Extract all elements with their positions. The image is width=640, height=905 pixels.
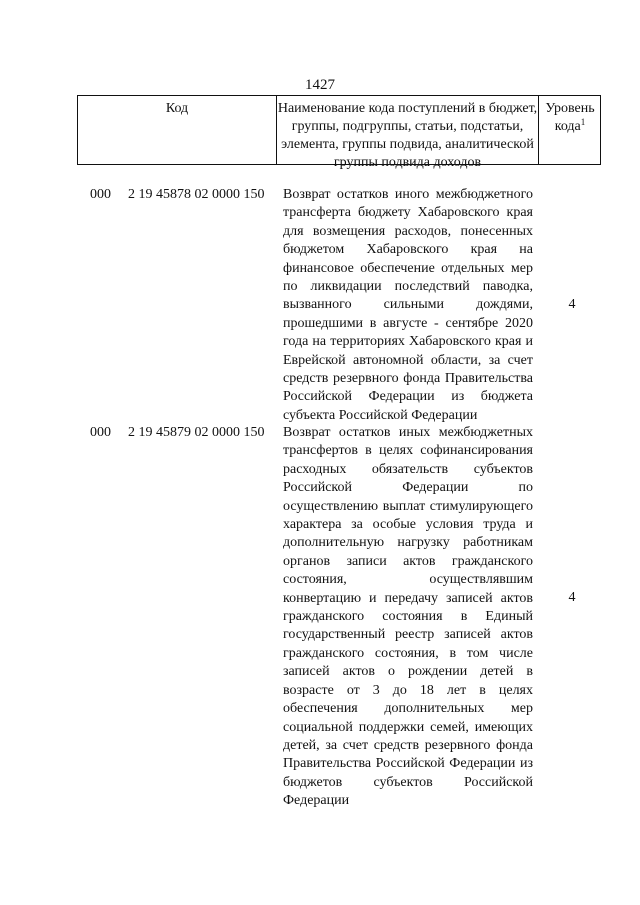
header-code <box>78 96 277 164</box>
revenue-name: Возврат остатков иного межбюджетного трансферта бюджету Хабаровского края для возмещения расходов, понесенных бюджетом Хабаровского края на финансовое обеспечение отдельных мер по ликвидации последствий паводка, вызванного сильными дождями, прошедшими в августе - сентябре 2020 года на территориях Хабаровского края и Еврейской автономной области, за счет средств резервного фонда Правительства Российской Федерации из бюджета субъекта Российской Федерации <box>283 187 533 423</box>
revenue-code: 2 19 45878 02 0000 150 <box>128 187 265 202</box>
header-level-footnote: 1 <box>580 117 586 127</box>
code-level: 4 <box>568 297 576 312</box>
page-number: 1427 <box>305 77 335 93</box>
header-code-label: Код <box>165 101 189 116</box>
revenue-code: 2 19 45879 02 0000 150 <box>128 425 265 440</box>
admin-code: 000 <box>90 187 111 202</box>
header-name <box>277 96 539 170</box>
table-header <box>77 95 601 170</box>
header-level-label: Уровень кода <box>545 101 595 134</box>
admin-code: 000 <box>90 425 111 440</box>
revenue-name: Возврат остатков иных межбюджетных трансфертов в целях софинансирования расходных обязательств субъектов Российской Федерации по осуществлению выплат стимулирующего характера за особые условия труда и дополнительную нагрузку работникам органов записи актов гражданского состояния, осуществлявшим конвертацию и передачу записей актов гражданского состояния в Единый государственный реестр записей актов гражданского состояния, в том числе записей актов о рождении детей в возрасте от 3 до 18 лет в целях обеспечения дополнительных мер социальной поддержки семей, имеющих детей, за счет средств резервного фонда Правительства Российской Федерации из бюджетов субъектов Российской Федерации <box>283 425 533 809</box>
header-name-label: Наименование кода поступлений в бюджет, группы, подгруппы, статьи, подстатьи, элемента, группы подвида, аналитической группы подвида доходов <box>277 101 538 170</box>
header-level <box>539 96 601 164</box>
code-level: 4 <box>568 590 576 605</box>
